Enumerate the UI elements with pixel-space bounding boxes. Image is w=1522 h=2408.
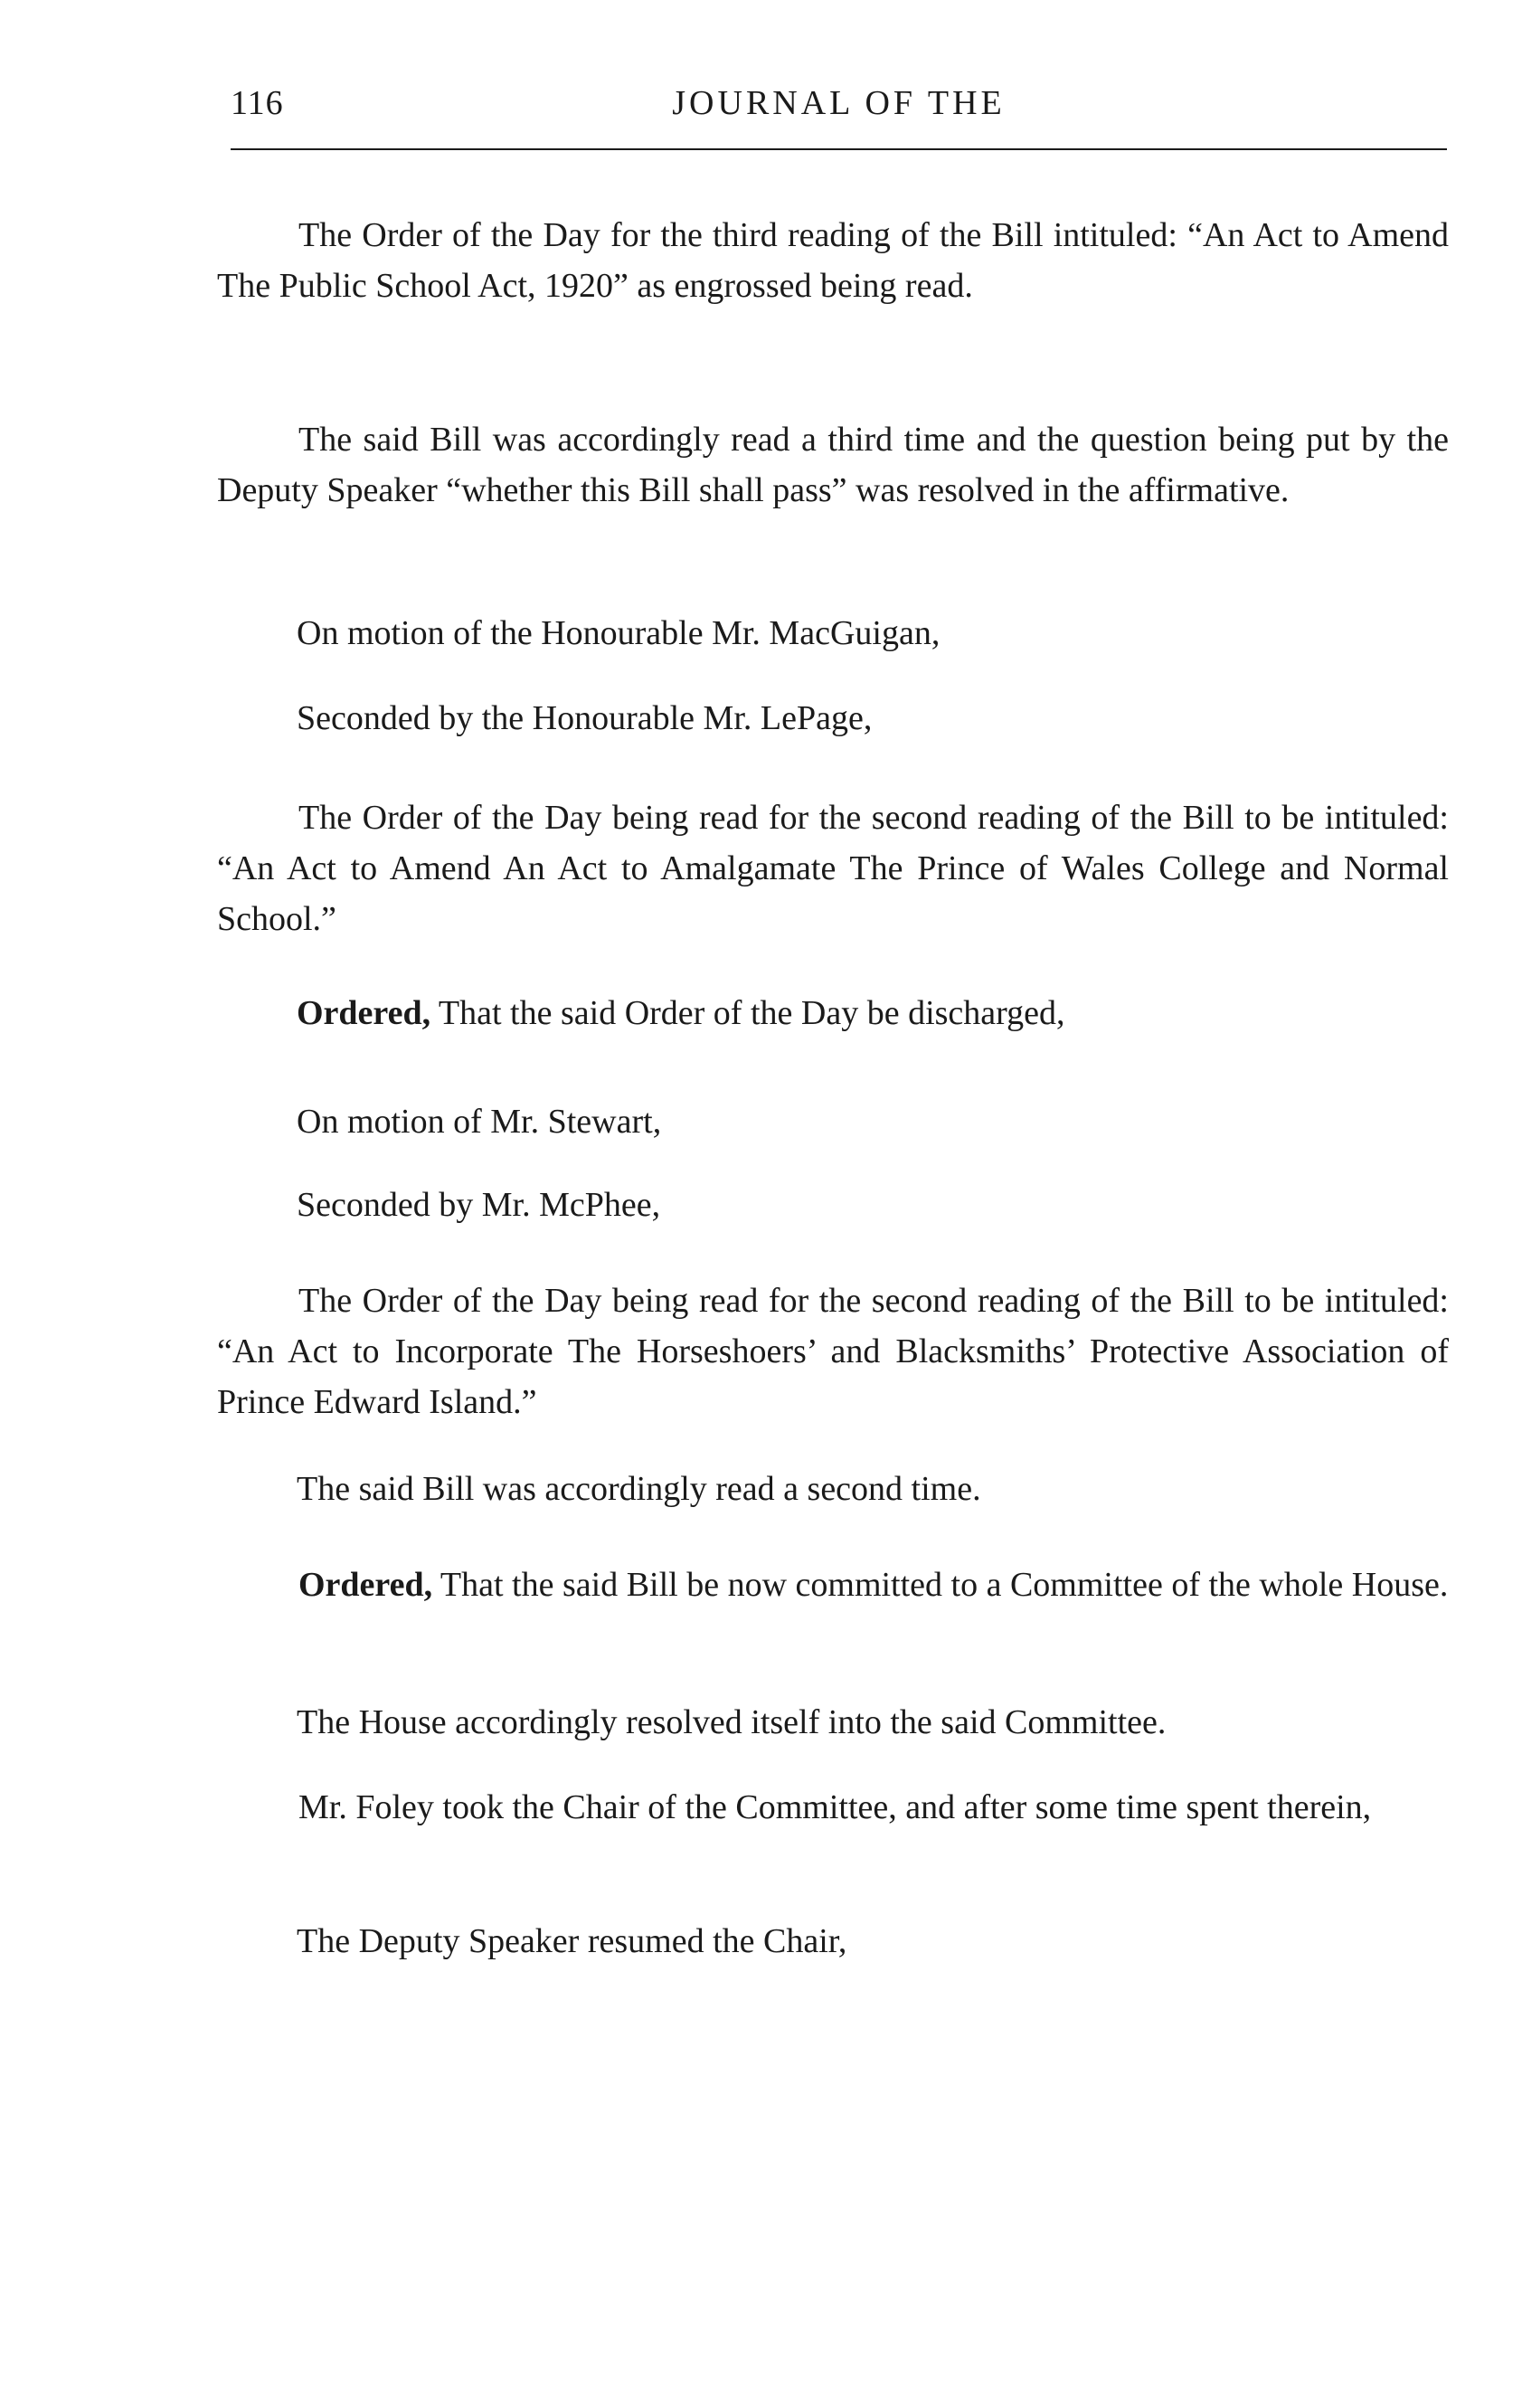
paragraph-third-reading-order [217,210,1449,311]
paragraph-text: The said Bill was accordingly read a second time. [297,1470,981,1508]
ordered-lead: Ordered, [298,1566,433,1604]
paragraph-second-reading-horseshoers [217,1275,1449,1427]
page-header [231,83,1447,137]
paragraph-deputy-speaker-resumed [297,1916,846,1967]
paragraph-bill-passed [217,414,1449,516]
paragraph-text: That the said Bill be now committed to a Committee of the whole House. [432,1566,1449,1604]
paragraph-text: The said Bill was accordingly read a third time and the question being put by the Deputy Speaker “whether this Bill shall pass” was resolved in the affirmative. [217,421,1449,509]
paragraph-read-second-time [297,1464,981,1514]
paragraph-motion-stewart [297,1096,661,1147]
paragraph-text: The House accordingly resolved itself into the said Committee. [297,1703,1167,1741]
running-title: JOURNAL OF THE [672,84,1006,122]
header-rule [231,148,1447,150]
paragraph-text: The Order of the Day for the third reading of the Bill intituled: “An Act to Amend The Public School Act, 1920” as engrossed being read. [217,216,1449,305]
paragraph-foley-chair [217,1782,1449,1833]
paragraph-text: Seconded by Mr. McPhee, [297,1186,661,1224]
paragraph-committed-to-committee [217,1560,1449,1610]
paragraph-second-reading-prince-of-wales [217,792,1449,944]
paragraph-seconded-mcphee [297,1180,660,1230]
paragraph-text: Mr. Foley took the Chair of the Committee, and after some time spent therein, [298,1788,1372,1826]
paragraph-text: On motion of Mr. Stewart, [297,1103,662,1141]
paragraph-text: That the said Order of the Day be discharged, [430,994,1065,1032]
paragraph-house-resolved [297,1697,1166,1748]
paragraph-text: Seconded by the Honourable Mr. LePage, [297,699,873,737]
paragraph-order-discharged [297,988,1064,1038]
paragraph-text: The Deputy Speaker resumed the Chair, [297,1922,847,1960]
paragraph-text: The Order of the Day being read for the second reading of the Bill to be intituled: “An Act to Incorporate The Horseshoers’ and Blacksmiths’ Protective Association of Prince Edward Island.” [217,1282,1449,1421]
paragraph-text: The Order of the Day being read for the second reading of the Bill to be intituled: “An Act to Amend An Act to Amalgamate The Prince of Wales College and Normal School.” [217,799,1449,938]
ordered-lead: Ordered, [297,994,431,1032]
paragraph-text: On motion of the Honourable Mr. MacGuigan, [297,614,941,652]
page-number: 116 [231,84,284,122]
paragraph-motion-macguigan [297,608,940,659]
paragraph-seconded-lepage [297,693,872,744]
